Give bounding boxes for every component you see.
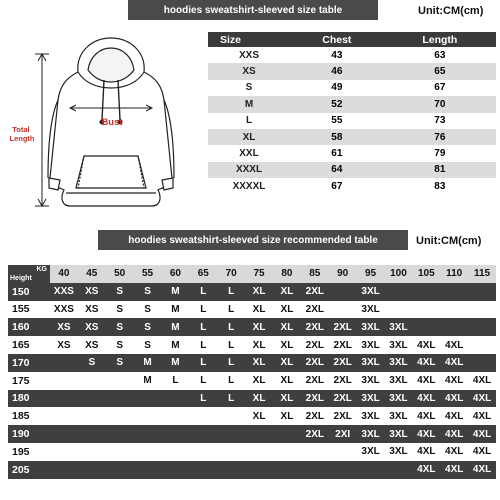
- size-recommendation-cell: [162, 390, 190, 408]
- table-row: [8, 301, 496, 319]
- size-recommendation-cell: XL: [245, 318, 273, 336]
- size-recommendation-cell: 2XL: [301, 407, 329, 425]
- size-recommendation-cell: [50, 407, 78, 425]
- size-recommendation-cell: 3XL: [357, 318, 385, 336]
- table-row: [8, 461, 496, 479]
- size-recommendation-cell: 3XL: [357, 301, 385, 319]
- size-recommendation-cell: [50, 354, 78, 372]
- height-cell: 205: [8, 461, 50, 479]
- table-row: [8, 354, 496, 372]
- size-recommendation-cell: XL: [245, 301, 273, 319]
- table-row: [208, 96, 496, 112]
- size-recommendation-cell: L: [189, 390, 217, 408]
- size-recommendation-cell: [162, 443, 190, 461]
- size-recommendation-cell: [468, 336, 496, 354]
- size-recommendation-cell: 3XL: [357, 390, 385, 408]
- size-recommendation-cell: XXS: [50, 301, 78, 319]
- size-recommendation-cell: 4XL: [440, 372, 468, 390]
- weight-header-cell: 100: [385, 265, 413, 283]
- size-recommendation-cell: [78, 425, 106, 443]
- weight-header-cell: 105: [412, 265, 440, 283]
- size-recommendation-cell: 4XL: [412, 354, 440, 372]
- size-recommendation-cell: S: [134, 318, 162, 336]
- recommended-table-title: hoodies sweatshirt-sleeved size recommended table: [98, 230, 408, 250]
- size-cell: S: [208, 80, 290, 96]
- size-recommendation-cell: S: [78, 354, 106, 372]
- length-cell: 65: [384, 63, 496, 79]
- chest-cell: 58: [290, 129, 384, 145]
- chest-cell: 52: [290, 96, 384, 112]
- size-recommendation-cell: XXS: [50, 283, 78, 301]
- size-recommendation-cell: [301, 443, 329, 461]
- weight-header-cell: 65: [189, 265, 217, 283]
- unit-label-bottom: Unit:CM(cm): [416, 235, 482, 247]
- size-recommendation-cell: [217, 407, 245, 425]
- size-recommendation-cell: [385, 301, 413, 319]
- length-cell: 81: [384, 162, 496, 178]
- size-recommendation-cell: [162, 407, 190, 425]
- height-cell: 190: [8, 425, 50, 443]
- size-recommendation-cell: S: [134, 301, 162, 319]
- table-row: [8, 407, 496, 425]
- size-recommendation-cell: [134, 425, 162, 443]
- chest-cell: 61: [290, 145, 384, 161]
- bust-label: Bust: [101, 117, 123, 128]
- size-recommendation-cell: XL: [273, 301, 301, 319]
- size-recommendation-cell: [134, 407, 162, 425]
- size-recommendation-cell: S: [106, 336, 134, 354]
- size-recommendation-cell: [357, 461, 385, 479]
- size-recommendation-cell: L: [189, 336, 217, 354]
- size-recommendation-cell: 4XL: [468, 461, 496, 479]
- size-recommendation-cell: S: [134, 336, 162, 354]
- size-recommendation-cell: [468, 283, 496, 301]
- size-recommendation-cell: 3XL: [385, 336, 413, 354]
- weight-header-cell: 90: [329, 265, 357, 283]
- size-recommendation-cell: XL: [273, 407, 301, 425]
- size-recommendation-cell: 4XL: [412, 390, 440, 408]
- size-recommendation-cell: XS: [78, 318, 106, 336]
- size-recommendation-cell: [106, 443, 134, 461]
- size-recommendation-cell: M: [134, 372, 162, 390]
- size-header: Size: [208, 32, 290, 47]
- size-recommendation-cell: S: [106, 301, 134, 319]
- weight-header-cell: 70: [217, 265, 245, 283]
- size-recommendation-cell: 4XL: [440, 336, 468, 354]
- size-recommendation-cell: [106, 372, 134, 390]
- size-recommendation-cell: XL: [245, 283, 273, 301]
- size-recommendation-cell: S: [106, 283, 134, 301]
- size-recommendation-cell: [78, 390, 106, 408]
- size-cell: XXXL: [208, 162, 290, 178]
- size-recommendation-cell: [385, 283, 413, 301]
- size-recommendation-cell: S: [134, 283, 162, 301]
- size-recommendation-cell: [412, 283, 440, 301]
- size-recommendation-cell: [50, 443, 78, 461]
- height-cell: 185: [8, 407, 50, 425]
- size-recommendation-cell: S: [106, 354, 134, 372]
- size-recommendation-cell: 2XL: [329, 372, 357, 390]
- size-recommendation-cell: 2XL: [301, 390, 329, 408]
- size-recommendation-cell: [106, 390, 134, 408]
- size-recommendation-cell: 3XL: [385, 443, 413, 461]
- chest-cell: 43: [290, 47, 384, 63]
- size-recommendation-cell: [245, 461, 273, 479]
- size-recommendation-cell: L: [189, 283, 217, 301]
- table-row: [8, 372, 496, 390]
- size-recommendation-cell: 2XL: [329, 354, 357, 372]
- size-recommendation-cell: [50, 390, 78, 408]
- hoodie-illustration: [0, 28, 205, 228]
- size-recommendation-cell: M: [162, 336, 190, 354]
- chest-cell: 55: [290, 113, 384, 129]
- size-recommendation-cell: 4XL: [468, 407, 496, 425]
- size-recommendation-cell: 2XI: [329, 425, 357, 443]
- size-recommendation-cell: [189, 407, 217, 425]
- weight-header-cell: 40: [50, 265, 78, 283]
- size-recommendation-cell: 3XL: [385, 425, 413, 443]
- length-cell: 67: [384, 80, 496, 96]
- size-recommendation-cell: XL: [245, 336, 273, 354]
- table-row: [208, 145, 496, 161]
- size-recommendation-cell: XL: [273, 283, 301, 301]
- weight-header-cell: 75: [245, 265, 273, 283]
- height-cell: 165: [8, 336, 50, 354]
- size-recommendation-cell: 2XL: [301, 372, 329, 390]
- size-recommendation-cell: [134, 461, 162, 479]
- size-recommendation-cell: M: [162, 283, 190, 301]
- length-cell: 63: [384, 47, 496, 63]
- size-recommendation-cell: 4XL: [468, 443, 496, 461]
- size-recommendation-cell: 2XL: [329, 336, 357, 354]
- size-recommendation-cell: 2XL: [301, 354, 329, 372]
- weight-header-row: [8, 265, 496, 283]
- size-recommendation-cell: [106, 461, 134, 479]
- size-recommendation-cell: XL: [273, 318, 301, 336]
- size-recommendation-cell: [329, 283, 357, 301]
- weight-header-cell: 45: [78, 265, 106, 283]
- size-recommendation-cell: L: [217, 283, 245, 301]
- size-recommendation-cell: [50, 461, 78, 479]
- table-row: [8, 336, 496, 354]
- chest-cell: 64: [290, 162, 384, 178]
- size-recommendation-cell: [78, 372, 106, 390]
- size-recommendation-cell: M: [162, 301, 190, 319]
- size-recommendation-cell: M: [134, 354, 162, 372]
- weight-header-cell: 85: [301, 265, 329, 283]
- length-header: Length: [384, 32, 496, 47]
- size-recommendation-cell: 4XL: [412, 461, 440, 479]
- size-cell: XXS: [208, 47, 290, 63]
- size-recommendation-cell: L: [217, 390, 245, 408]
- size-recommendation-cell: 4XL: [468, 390, 496, 408]
- size-recommendation-cell: XL: [245, 372, 273, 390]
- table-row: [8, 318, 496, 336]
- height-cell: 170: [8, 354, 50, 372]
- size-recommendation-cell: M: [162, 318, 190, 336]
- size-recommendation-cell: [134, 443, 162, 461]
- corner-cell: [8, 265, 50, 283]
- size-recommendation-cell: 4XL: [440, 390, 468, 408]
- size-table-header: [208, 32, 496, 47]
- size-recommendation-cell: 3XL: [357, 336, 385, 354]
- size-recommendation-cell: [106, 425, 134, 443]
- weight-header-cell: 50: [106, 265, 134, 283]
- size-recommendation-cell: XL: [245, 390, 273, 408]
- weight-header-cell: 95: [357, 265, 385, 283]
- length-cell: 76: [384, 129, 496, 145]
- chest-cell: 67: [290, 178, 384, 194]
- size-recommendation-cell: [78, 407, 106, 425]
- size-recommendation-cell: 3XL: [385, 390, 413, 408]
- size-recommendation-cell: 3XL: [385, 354, 413, 372]
- table-row: [208, 162, 496, 178]
- size-recommendation-cell: 3XL: [357, 283, 385, 301]
- size-recommendation-cell: [412, 301, 440, 319]
- size-recommendation-cell: XS: [78, 336, 106, 354]
- size-recommendation-cell: [273, 443, 301, 461]
- size-recommendation-cell: 4XL: [412, 407, 440, 425]
- table-row: [8, 443, 496, 461]
- size-cell: M: [208, 96, 290, 112]
- size-recommendation-cell: 3XL: [357, 407, 385, 425]
- kg-label: KG: [36, 266, 47, 273]
- size-recommendation-cell: 3XL: [357, 425, 385, 443]
- weight-header-cell: 115: [468, 265, 496, 283]
- size-recommendation-cell: [273, 425, 301, 443]
- size-recommendation-cell: [217, 425, 245, 443]
- size-recommendation-cell: 2XL: [329, 318, 357, 336]
- size-recommendation-cell: [329, 301, 357, 319]
- size-recommendation-cell: L: [217, 336, 245, 354]
- size-recommendation-cell: 4XL: [412, 425, 440, 443]
- height-cell: 175: [8, 372, 50, 390]
- size-recommendation-cell: [412, 318, 440, 336]
- size-recommendation-cell: L: [189, 354, 217, 372]
- size-cell: XS: [208, 63, 290, 79]
- size-recommendation-cell: [217, 443, 245, 461]
- size-recommendation-cell: L: [189, 301, 217, 319]
- chest-cell: 49: [290, 80, 384, 96]
- size-cell: XL: [208, 129, 290, 145]
- size-recommendation-cell: [440, 301, 468, 319]
- weight-header-cell: 80: [273, 265, 301, 283]
- table-row: [208, 129, 496, 145]
- size-recommendation-cell: [134, 390, 162, 408]
- table-row: [208, 47, 496, 63]
- table-row: [208, 113, 496, 129]
- size-recommendation-cell: [189, 443, 217, 461]
- size-recommendation-cell: XS: [78, 301, 106, 319]
- size-recommendation-cell: XL: [245, 407, 273, 425]
- size-recommendation-cell: L: [189, 372, 217, 390]
- table-row: [8, 425, 496, 443]
- size-cell: XXL: [208, 145, 290, 161]
- weight-header-cell: 55: [134, 265, 162, 283]
- size-recommendation-cell: 2XL: [301, 283, 329, 301]
- size-recommendation-cell: 4XL: [468, 372, 496, 390]
- size-recommendation-cell: [329, 443, 357, 461]
- length-cell: 70: [384, 96, 496, 112]
- height-cell: 155: [8, 301, 50, 319]
- size-recommendation-cell: XS: [50, 318, 78, 336]
- unit-label-top: Unit:CM(cm): [418, 5, 484, 17]
- size-recommendation-cell: [385, 461, 413, 479]
- table-row: [208, 80, 496, 96]
- table-row: [208, 178, 496, 194]
- size-recommendation-cell: [50, 425, 78, 443]
- size-recommendation-cell: [50, 372, 78, 390]
- size-recommendation-cell: 4XL: [440, 407, 468, 425]
- size-recommendation-cell: 4XL: [440, 425, 468, 443]
- chest-cell: 46: [290, 63, 384, 79]
- size-table-title: hoodies sweatshirt-sleeved size table: [128, 0, 378, 20]
- size-recommendation-cell: XL: [245, 354, 273, 372]
- size-recommendation-cell: XS: [78, 283, 106, 301]
- length-cell: 73: [384, 113, 496, 129]
- size-recommendation-cell: 4XL: [440, 354, 468, 372]
- size-recommendation-cell: [440, 283, 468, 301]
- size-recommendation-cell: [301, 461, 329, 479]
- size-recommendation-cell: 4XL: [440, 443, 468, 461]
- size-recommendation-cell: [162, 461, 190, 479]
- table-row: [8, 283, 496, 301]
- size-recommendation-cell: L: [217, 372, 245, 390]
- size-recommendation-cell: 3XL: [385, 407, 413, 425]
- size-recommendation-cell: XL: [273, 354, 301, 372]
- height-label: Height: [10, 274, 32, 282]
- size-recommendation-cell: 2XL: [301, 318, 329, 336]
- size-recommendation-cell: L: [189, 318, 217, 336]
- size-recommendation-cell: XS: [50, 336, 78, 354]
- size-recommendation-cell: 2XL: [301, 425, 329, 443]
- size-recommendation-cell: [329, 461, 357, 479]
- size-recommendation-cell: [273, 461, 301, 479]
- size-recommendation-cell: 2XL: [301, 301, 329, 319]
- size-recommendation-cell: [217, 461, 245, 479]
- size-recommendation-cell: 4XL: [412, 336, 440, 354]
- size-recommendation-cell: L: [217, 318, 245, 336]
- size-recommendation-cell: 3XL: [357, 372, 385, 390]
- height-cell: 160: [8, 318, 50, 336]
- height-cell: 180: [8, 390, 50, 408]
- height-cell: 150: [8, 283, 50, 301]
- size-cell: XXXXL: [208, 178, 290, 194]
- chest-header: Chest: [290, 32, 384, 47]
- size-recommendation-cell: 4XL: [412, 443, 440, 461]
- size-recommendation-cell: L: [217, 354, 245, 372]
- size-recommendation-cell: 3XL: [385, 318, 413, 336]
- size-recommendation-cell: 3XL: [357, 354, 385, 372]
- height-cell: 195: [8, 443, 50, 461]
- size-recommendation-cell: [189, 461, 217, 479]
- total-length-arrow: [35, 54, 49, 206]
- total-length-label: Total Length: [9, 125, 35, 143]
- length-cell: 83: [384, 178, 496, 194]
- size-recommendation-cell: [245, 443, 273, 461]
- weight-header-cell: 110: [440, 265, 468, 283]
- size-recommendation-cell: L: [217, 301, 245, 319]
- size-recommendation-cell: XL: [273, 336, 301, 354]
- size-recommendation-cell: 3XL: [357, 443, 385, 461]
- size-recommendation-cell: 4XL: [468, 425, 496, 443]
- size-recommendation-cell: 4XL: [440, 461, 468, 479]
- table-row: [8, 390, 496, 408]
- size-recommendation-cell: 2XL: [301, 336, 329, 354]
- size-recommendation-cell: [245, 425, 273, 443]
- size-recommendation-cell: [189, 425, 217, 443]
- recommended-size-table: [8, 265, 496, 479]
- length-cell: 79: [384, 145, 496, 161]
- size-recommendation-cell: [468, 318, 496, 336]
- size-recommendation-cell: XL: [273, 390, 301, 408]
- size-recommendation-cell: L: [162, 372, 190, 390]
- table-row: [208, 63, 496, 79]
- size-recommendation-cell: M: [162, 354, 190, 372]
- size-recommendation-cell: 2XL: [329, 407, 357, 425]
- size-recommendation-cell: [468, 301, 496, 319]
- size-recommendation-cell: [78, 443, 106, 461]
- size-recommendation-cell: [106, 407, 134, 425]
- size-table: [208, 32, 496, 195]
- size-recommendation-cell: XL: [273, 372, 301, 390]
- weight-header-cell: 60: [162, 265, 190, 283]
- size-recommendation-cell: [440, 318, 468, 336]
- size-recommendation-cell: [468, 354, 496, 372]
- size-recommendation-cell: 3XL: [385, 372, 413, 390]
- size-recommendation-cell: 2XL: [329, 390, 357, 408]
- size-recommendation-cell: [162, 425, 190, 443]
- size-recommendation-cell: [78, 461, 106, 479]
- size-cell: L: [208, 113, 290, 129]
- size-recommendation-cell: S: [106, 318, 134, 336]
- size-recommendation-cell: 4XL: [412, 372, 440, 390]
